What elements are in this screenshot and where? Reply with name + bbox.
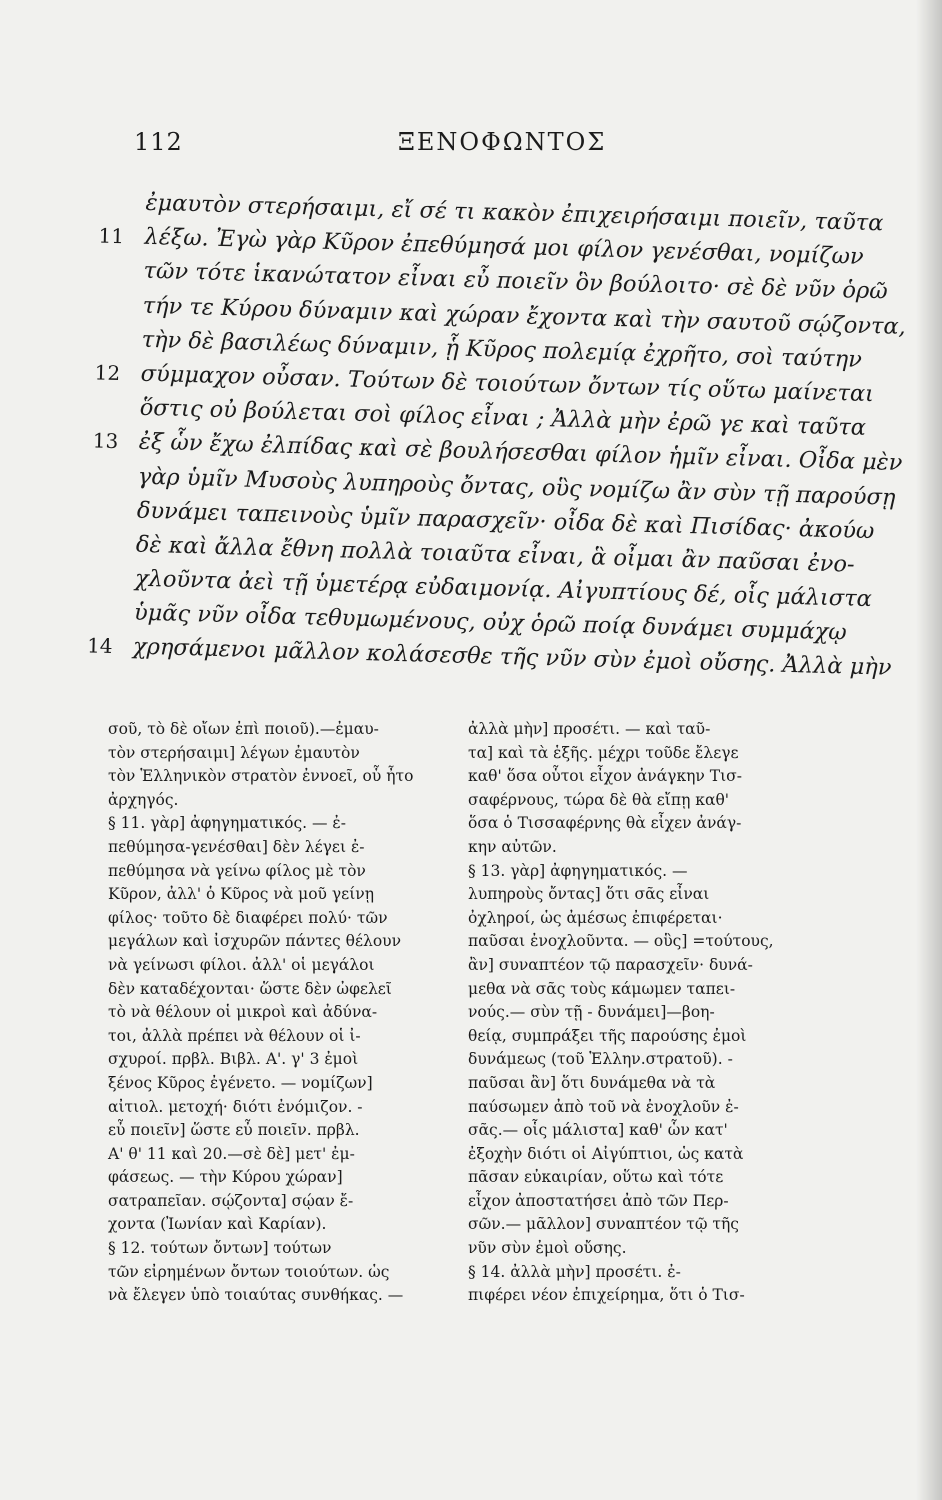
note-line: σχυροί. πρβλ. Βιβλ. Α'. γ' 3 ἐμοὶ xyxy=(108,1050,359,1069)
note-line: εὖ ποιεῖν] ὥστε εὖ ποιεῖν. πρβλ. xyxy=(108,1121,360,1140)
section-number: 14 xyxy=(86,633,113,659)
note-line: σαφέρνους, τώρα δὲ θὰ εἴπῃ καθ' xyxy=(468,790,730,809)
note-line: αἰτιολ. μετοχή· διότι ἐνόμιζον. - xyxy=(108,1097,363,1116)
page-number: 112 xyxy=(134,128,183,156)
note-line: παῦσαι ἐνοχλοῦντα. — οὓς] =τούτους, xyxy=(468,932,774,951)
note-line: § 11. γὰρ] ἀφηγηματικός. — ἐ- xyxy=(108,814,346,833)
line-text: ὅστις οὐ βούλεται σοὶ φίλος εἶναι ; Ἀλλὰ μὴν ἐρῶ γε καὶ ταῦτα xyxy=(139,394,867,442)
note-line: εἶχον ἀποστατήσει ἀπὸ τῶν Περ- xyxy=(468,1191,729,1210)
note-line: παῦσαι ἂν] ὅτι δυνάμεθα νὰ τὰ xyxy=(468,1073,716,1092)
note-line: σοῦ, τὸ δὲ οἴων ἐπὶ ποιοῦ).—ἐμαυ- xyxy=(108,720,379,738)
note-line: τα] καὶ τὰ ἑξῆς. μέχρι τοῦδε ἔλεγε xyxy=(468,743,739,762)
note-line: τῶν εἰρημένων ὄντων τοιούτων. ὡς xyxy=(108,1262,390,1281)
note-line: ὅσα ὁ Τισσαφέρνης θὰ εἶχεν ἀνάγ- xyxy=(468,814,742,833)
line-text: δυνάμει ταπεινοὺς ὑμῖν παρασχεῖν· οἶδα δὲ καὶ Πισίδας· ἀκούω xyxy=(136,497,875,544)
note-line: νὰ ἔλεγεν ὑπὸ τοιαύτας συνθήκας. — xyxy=(108,1286,404,1305)
note-line: τὸν στερήσαιμι] λέγων ἐμαυτὸν xyxy=(108,743,360,762)
note-line: φίλος· τοῦτο δὲ διαφέρει πολύ· τῶν xyxy=(108,908,388,927)
notes-column-right xyxy=(468,718,828,1308)
line-text: τὴν δὲ βασιλέως δύναμιν, ᾗ Κῦρος πολεμίᾳ ἐχρῆτο, σοὶ ταύτην xyxy=(141,326,863,373)
note-line: νῦν σὺν ἐμοὶ οὔσης. xyxy=(468,1239,627,1258)
main-text-block xyxy=(86,185,907,684)
note-line: πιφέρει νέον ἐπιχείρημα, ὅτι ὁ Τισ- xyxy=(468,1286,745,1305)
note-line: χοντα (Ἰωνίαν καὶ Καρίαν). xyxy=(108,1215,327,1234)
note-line: νούς.— σὺν τῇ - δυνάμει]—βοη- xyxy=(468,1003,715,1022)
note-line: τοι, ἀλλὰ πρέπει νὰ θέλουν οἱ ἰ- xyxy=(108,1026,361,1045)
line-text: λέξω. Ἐγὼ γὰρ Κῦρον ἐπεθύμησά μοι φίλον γενέσθαι, νομίζων xyxy=(144,223,864,271)
note-line: κην αὐτῶν. xyxy=(468,837,557,856)
note-line: § 14. ἀλλὰ μὴν] προσέτι. ἐ- xyxy=(468,1262,681,1281)
line-text: χρησάμενοι μᾶλλον κολάσεσθε τῆς νῦν σὺν ἐμοὶ οὔσης. Ἀλλὰ μὴν xyxy=(132,634,892,682)
note-line: δυνάμεως (τοῦ Ἑλλην.στρατοῦ). - xyxy=(468,1050,733,1069)
section-number: 12 xyxy=(94,360,121,386)
section-number: 13 xyxy=(92,428,119,454)
line-text: ἐξ ὧν ἔχω ἐλπίδας καὶ σὲ βουλήσεσθαι φίλον ἡμῖν εἶναι. Οἶδα μὲν xyxy=(138,428,903,477)
note-line: φάσεως. — τὴν Κύρου χώραν] xyxy=(108,1168,343,1187)
note-line: τὸ νὰ θέλουν οἱ μικροὶ καὶ ἀδύνα- xyxy=(108,1003,378,1022)
line-text: χλοῦντα ἀεὶ τῇ ὑμετέρᾳ εὐδαιμονίᾳ. Αἰγυπτίους δέ, οἷς μάλιστα xyxy=(134,565,873,613)
running-title: ΞΕΝΟΦΩΝΤΟΣ xyxy=(398,128,607,156)
line-text: γὰρ ὑμῖν Μυσοὺς λυπηροὺς ὄντας, οὓς νομίζω ἂν σὺν τῇ παρούσῃ xyxy=(137,463,896,511)
note-line: Κῦρον, ἀλλ' ὁ Κῦρος νὰ μοῦ γείνῃ xyxy=(108,885,374,904)
note-line: ξένος Κῦρος ἐγένετο. — νομίζων] xyxy=(108,1073,373,1092)
note-line: πεθύμησα νὰ γείνω φίλος μὲ τὸν xyxy=(108,861,366,880)
note-line: ὀχληροί, ὡς ἀμέσως ἐπιφέρεται· xyxy=(468,908,723,927)
note-line: παύσωμεν ἀπὸ τοῦ νὰ ἐνοχλοῦν ἐ- xyxy=(468,1097,739,1116)
note-line: πεθύμησα-γενέσθαι] δὲν λέγει ἐ- xyxy=(108,837,365,856)
section-number: 11 xyxy=(98,223,125,249)
line-text: δὲ καὶ ἄλλα ἔθνη πολλὰ τοιαῦτα εἶναι, ἃ οἶμαι ἂν παῦσαι ἐνο- xyxy=(135,531,855,578)
note-line: § 12. τούτων ὄντων] τούτων xyxy=(108,1239,332,1258)
note-line: νὰ γείνωσι φίλοι. ἀλλ' οἱ μεγάλοι xyxy=(108,955,375,974)
note-line: πᾶσαν εὐκαιρίαν, οὕτω καὶ τότε xyxy=(468,1168,724,1187)
line-text: τήν τε Κύρου δύναμιν καὶ χώραν ἔχοντα καὶ τὴν σαυτοῦ σῴζοντα, xyxy=(142,292,907,340)
line-text: τῶν τότε ἱκανώτατον εἶναι εὖ ποιεῖν ὃν βούλοιτο· σὲ δὲ νῦν ὁρῶ xyxy=(143,258,888,305)
note-line: ἀρχηγός. xyxy=(108,790,179,809)
note-line: σᾶς.— οἷς μάλιστα] καθ' ὧν κατ' xyxy=(468,1121,728,1140)
note-line: δὲν καταδέχονται· ὥστε δὲν ὠφελεῖ xyxy=(108,979,392,998)
commentary-notes xyxy=(0,718,920,1418)
line-text: σύμμαχον οὖσαν. Τούτων δὲ τοιούτων ὄντων τίς οὕτω μαίνεται xyxy=(140,360,875,408)
note-line: Α' θ' 11 καὶ 20.—σὲ δὲ] μετ' ἐμ- xyxy=(108,1144,355,1163)
note-line: ἂν] συναπτέον τῷ παρασχεῖν· δυνά- xyxy=(468,955,753,974)
note-line: § 13. γὰρ] ἀφηγηματικός. — xyxy=(468,861,688,880)
page-header xyxy=(128,122,848,162)
note-line: καθ' ὅσα οὗτοι εἶχον ἀνάγκην Τισ- xyxy=(468,767,743,786)
note-line: μεθα νὰ σᾶς τοὺς κάμωμεν ταπει- xyxy=(468,979,736,998)
line-text: ὑμᾶς νῦν οἶδα τεθυμωμένους, οὐχ ὁρῶ ποίᾳ δυνάμει συμμάχῳ xyxy=(133,599,848,646)
note-line: μεγάλων καὶ ἰσχυρῶν πάντες θέλουν xyxy=(108,932,402,951)
note-line: λυπηροὺς ὄντας] ὅτι σᾶς εἶναι xyxy=(468,885,710,904)
note-line: ἐξοχὴν διότι οἱ Αἰγύπτιοι, ὡς κατὰ xyxy=(468,1144,744,1163)
note-line: σῶν.— μᾶλλον] συναπτέον τῷ τῆς xyxy=(468,1215,739,1234)
note-line: ἀλλὰ μὴν] προσέτι. — καὶ ταῦ- xyxy=(468,720,711,738)
note-line: θείᾳ, συμπράξει τῆς παρούσης ἐμοὶ xyxy=(468,1026,747,1045)
line-text: ἐμαυτὸν στερήσαιμι, εἴ σέ τι κακὸν ἐπιχειρήσαιμι ποιεῖν, ταῦτα xyxy=(145,189,884,237)
note-line: τὸν Ἑλληνικὸν στρατὸν ἐννοεῖ, οὗ ἦτο xyxy=(108,767,414,786)
notes-column-left xyxy=(108,718,463,1308)
note-line: σατραπεῖαν. σῴζοντα] σῴαν ἔ- xyxy=(108,1191,354,1210)
